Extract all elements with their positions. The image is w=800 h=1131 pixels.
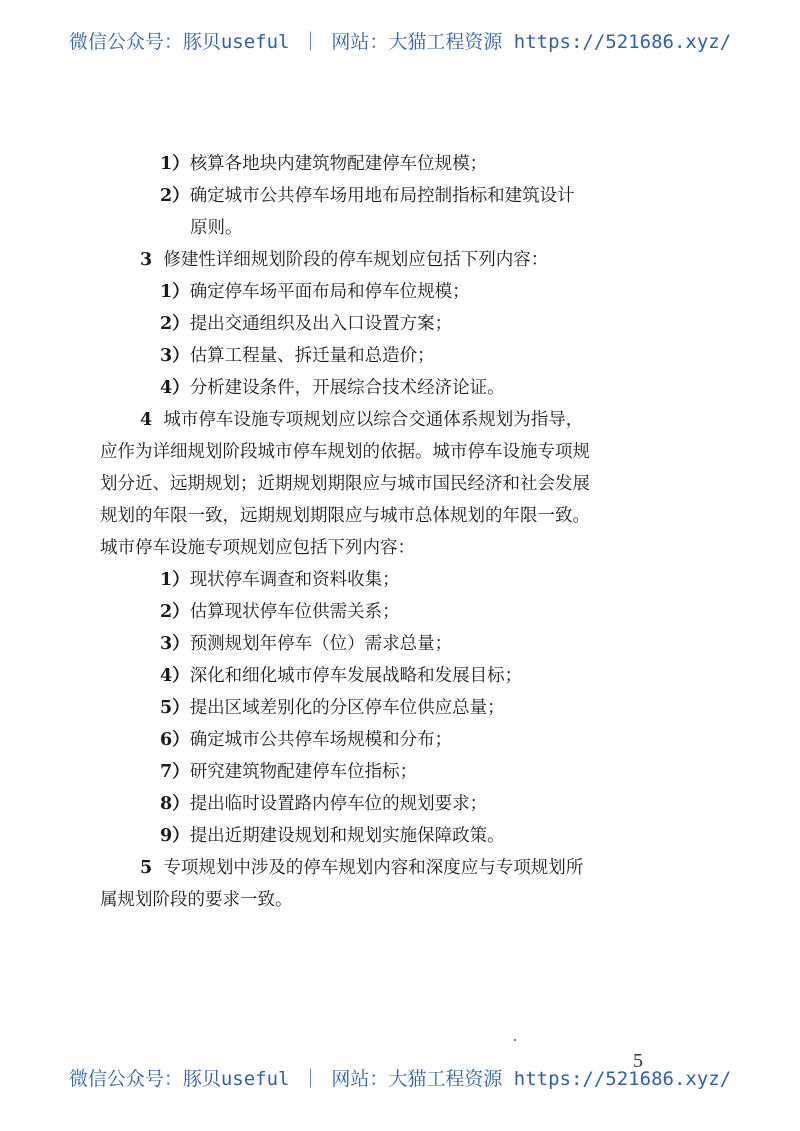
- list-item: 8）提出临时设置路内停车位的规划要求；: [160, 794, 488, 814]
- list-item: 7）研究建筑物配建停车位指标；: [160, 762, 418, 782]
- page-number: 5: [633, 1050, 643, 1072]
- list-item: 2）确定城市公共停车场用地布局控制指标和建筑设计: [160, 186, 575, 206]
- list-item: 5）提出区域差别化的分区停车位供应总量；: [160, 698, 505, 718]
- document-body: [100, 148, 680, 916]
- paragraph-line: 城市停车设施专项规划应包括下列内容：: [100, 538, 415, 558]
- list-item: 9）提出近期建设规划和规划实施保障政策。: [160, 826, 505, 846]
- watermark-header: 微信公众号：豚贝useful ｜ 网站：大猫工程资源 https://521686.xyz/: [68, 31, 732, 53]
- list-item: 1）现状停车调查和资料收集；: [160, 570, 400, 590]
- list-item: 4）分析建设条件，开展综合技术经济论证。: [160, 378, 505, 398]
- clause-paragraph: 3 修建性详细规划阶段的停车规划应包括下列内容：: [140, 250, 549, 270]
- paragraph-line: 属规划阶段的要求一致。: [100, 890, 293, 910]
- list-item: 1）确定停车场平面布局和停车位规模；: [160, 282, 470, 302]
- list-item: 3）预测规划年停车（位）需求总量；: [160, 634, 453, 654]
- clause-paragraph: 5 专项规划中涉及的停车规划内容和深度应与专项规划所: [140, 858, 584, 878]
- list-item: 2）提出交通组织及出入口设置方案；: [160, 314, 453, 334]
- list-item: 2）估算现状停车位供需关系；: [160, 602, 400, 622]
- list-item: 6）确定城市公共停车场规模和分布；: [160, 730, 453, 750]
- scan-speck: [514, 1039, 516, 1041]
- paragraph-line: 划分近、远期规划；近期规划期限应与城市国民经济和社会发展: [100, 474, 590, 494]
- paragraph-line: 规划的年限一致，远期规划期限应与城市总体规划的年限一致。: [100, 506, 590, 526]
- list-item: 3）估算工程量、拆迁量和总造价；: [160, 346, 435, 366]
- list-item: 4）深化和细化城市停车发展战略和发展目标；: [160, 666, 523, 686]
- list-item-continuation: 原则。: [190, 218, 243, 238]
- paragraph-line: 应作为详细规划阶段城市停车规划的依据。城市停车设施专项规: [100, 442, 590, 462]
- watermark-footer: 微信公众号：豚贝useful ｜ 网站：大猫工程资源 https://521686.xyz/: [68, 1068, 732, 1090]
- list-item: 1）核算各地块内建筑物配建停车位规模；: [160, 154, 488, 174]
- clause-paragraph: 4 城市停车设施专项规划应以综合交通体系规划为指导，: [140, 410, 584, 430]
